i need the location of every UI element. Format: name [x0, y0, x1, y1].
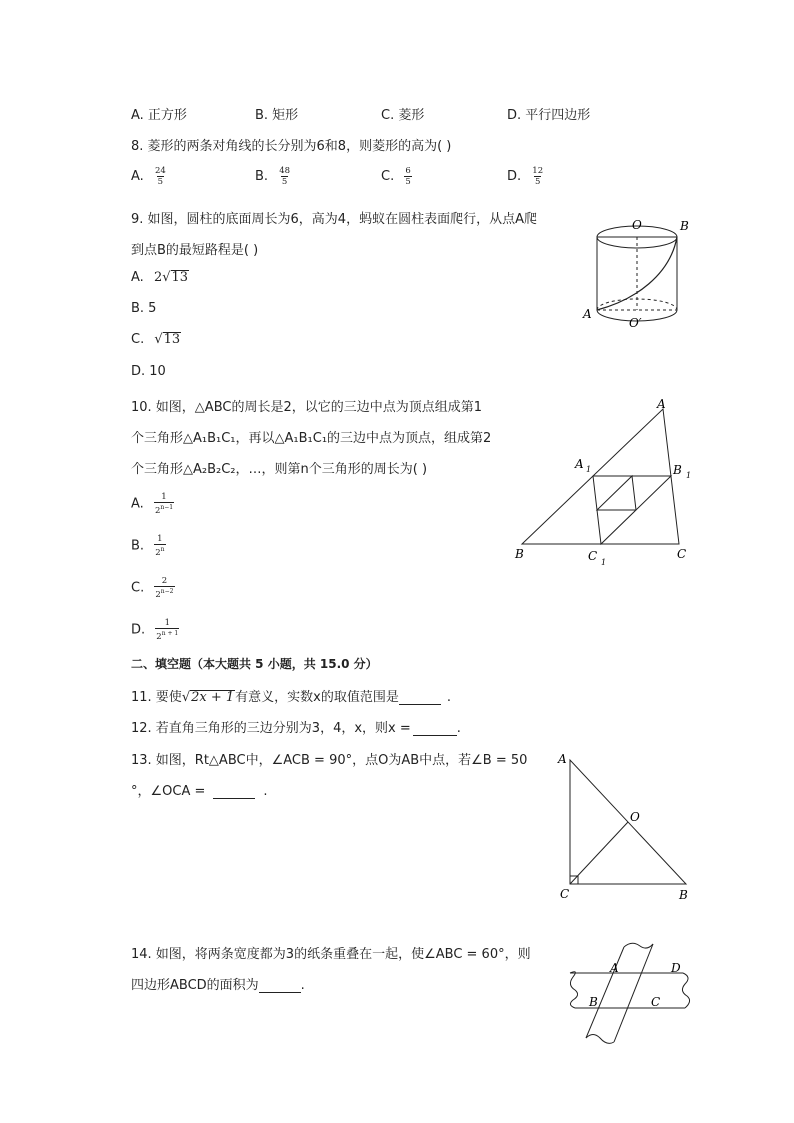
label-C1-sub: 1	[601, 558, 607, 567]
label-A: A	[610, 961, 619, 975]
strip-slanted-bottom-edge	[586, 1035, 614, 1044]
label-B: B	[515, 547, 524, 561]
q7-option-d: D. 平行四边形	[507, 108, 591, 123]
q9-option-c: C. √13	[131, 332, 181, 347]
label-B1-sub: 1	[686, 471, 692, 480]
q11: 11. 要使√2x + 1有意义，实数x的取值范围是 .	[131, 690, 451, 705]
label-B: B	[680, 219, 689, 233]
q9-stem-line2: 到点B的最短路程是( )	[131, 243, 259, 258]
q13-answer-blank	[213, 798, 255, 799]
q9-option-d: D. 10	[131, 364, 166, 379]
label-A: A	[583, 307, 592, 321]
q7-option-a: A. 正方形	[131, 108, 187, 123]
section-title-fill-in: 二、填空题（本大题共 5 小题，共 15.0 分）	[131, 657, 378, 671]
q14-answer-blank	[259, 992, 301, 993]
q11-answer-blank	[399, 704, 441, 705]
q8-option-a: A. $\frac{24}{5}$	[131, 166, 166, 187]
strip-horizontal-left-edge	[570, 972, 578, 1008]
label-A: A	[657, 397, 666, 411]
label-B: B	[679, 888, 688, 902]
q8-option-c: C. $\frac{6}{5}$	[381, 166, 411, 187]
label-O-prime: O′	[629, 316, 642, 330]
label-C: C	[677, 547, 687, 561]
triangle-midpoint-figure	[505, 392, 705, 572]
strip-slanted-top-edge	[624, 943, 653, 948]
label-A1: A	[575, 457, 584, 471]
q12: 12. 若直角三角形的三边分别为3，4，x，则x = .	[131, 721, 461, 736]
q10-stem-line2: 个三角形△A₁B₁C₁，再以△A₁B₁C₁的三边中点为顶点，组成第2	[131, 431, 492, 446]
q9-option-b: B. 5	[131, 301, 157, 316]
q10-option-b: B. $\frac{1}{2^n}$	[131, 534, 165, 558]
strip-slanted-right	[614, 944, 653, 1042]
label-O: O	[632, 218, 642, 232]
label-A1-sub: 1	[586, 465, 592, 474]
label-D: D	[671, 961, 681, 975]
q8-option-d: D. $\frac{12}{5}$	[507, 166, 544, 187]
q10-stem-line3: 个三角形△A₂B₂C₂，…，则第n个三角形的周长为( )	[131, 462, 428, 477]
cylinder-figure	[575, 205, 700, 340]
q13-stem-line2: °，∠OCA = .	[131, 784, 268, 799]
label-C1: C	[588, 549, 598, 563]
q8-option-b: B. $\frac{48}{5}$	[255, 166, 291, 187]
triangle-A2B2C2	[597, 476, 636, 510]
q13-stem-line1: 13. 如图，Rt△ABC中，∠ACB = 90°，点O为AB中点，若∠B = 50	[131, 753, 528, 768]
q14-stem-line2: 四边形ABCD的面积为 .	[131, 978, 305, 993]
strip-horizontal-right-edge	[682, 973, 689, 1008]
label-O: O	[630, 810, 640, 824]
label-C: C	[560, 887, 570, 901]
q9-option-a: A. 2√13	[131, 270, 189, 285]
q7-option-c: C. 菱形	[381, 108, 425, 123]
label-A: A	[558, 752, 567, 766]
q10-option-c: C. $\frac{2}{2^{n-2}}$	[131, 576, 174, 600]
q10-option-a: A. $\frac{1}{2^{n-1}}$	[131, 492, 174, 516]
q12-answer-blank	[413, 735, 457, 736]
segment-CO	[570, 822, 628, 884]
label-B: B	[589, 995, 598, 1009]
q10-option-d: D. $\frac{1}{2^{n + 1}}$	[131, 618, 179, 642]
right-triangle-figure	[555, 748, 705, 908]
label-B1: B	[673, 463, 682, 477]
q8-stem: 8. 菱形的两条对角线的长分别为6和8，则菱形的高为( )	[131, 139, 452, 154]
label-C: C	[651, 995, 661, 1009]
q7-option-b: B. 矩形	[255, 108, 299, 123]
overlapping-strips-figure	[565, 938, 695, 1053]
q9-stem-line1: 9. 如图，圆柱的底面周长为6，高为4，蚂蚁在圆柱表面爬行，从点A爬	[131, 212, 537, 227]
q10-stem-line1: 10. 如图，△ABC的周长是2，以它的三边中点为顶点组成第1	[131, 400, 483, 415]
q14-stem-line1: 14. 如图，将两条宽度都为3的纸条重叠在一起，使∠ABC = 60°，则	[131, 947, 531, 962]
